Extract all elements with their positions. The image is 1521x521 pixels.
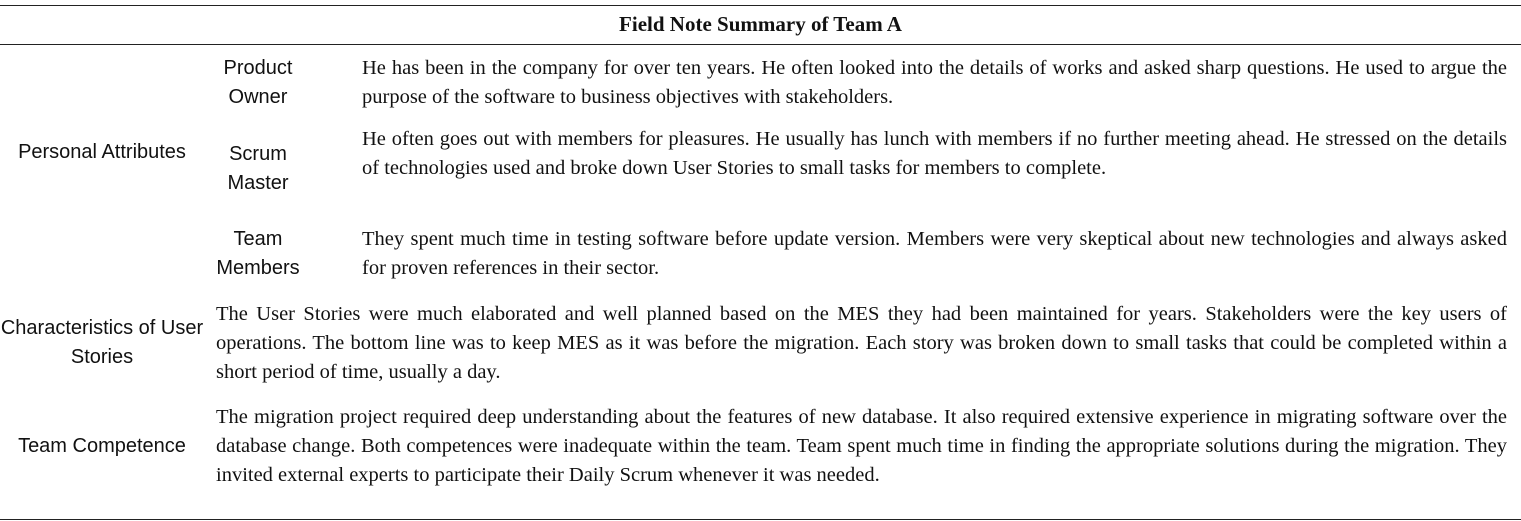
role-product-owner: Product Owner: [223, 57, 293, 108]
header-rule: [0, 44, 1521, 45]
category-user-stories: Characteristics of User Stories: [0, 317, 204, 368]
user-stories-note: The User Stories were much elaborated and well planned based on the MES they had been maintained for years. Stakeholders were the key users of operations. The bottom line was to keep MES as it was before the migration. Each story was broken down to small tasks that could be completed within a short period of time, usually a day.: [216, 303, 1507, 383]
category-personal-attributes: Personal Attributes: [18, 141, 186, 163]
table-bottom-rule: [0, 519, 1521, 520]
role-scrum-master: Scrum Master: [227, 143, 289, 194]
scrum-master-note: He often goes out with members for pleasures. He usually has lunch with members if no further meeting ahead. He stressed on the details of technologies used and broke down User Stories to small tasks for members to complete.: [362, 128, 1507, 179]
team-competence-note: The migration project required deep understanding about the features of new database. It also required extensive experience in migrating software over the database change. Both competences were inadequate within the team. Team spent much time in finding the appropriate solutions during the migration. They invited external experts to participate their Daily Scrum whenever it was needed.: [216, 406, 1507, 486]
table-top-rule: [0, 5, 1521, 6]
team-members-note: They spent much time in testing software before update version. Members were very skeptical about new technologies and always asked for proven references in their sector.: [362, 228, 1507, 279]
table-title: Field Note Summary of Team A: [619, 12, 902, 36]
product-owner-note: He has been in the company for over ten years. He often looked into the details of works and asked sharp questions. He used to argue the purpose of the software to business objectives with stakeholders.: [362, 57, 1507, 108]
role-team-members: Team Members: [216, 228, 300, 279]
category-team-competence: Team Competence: [18, 435, 186, 457]
